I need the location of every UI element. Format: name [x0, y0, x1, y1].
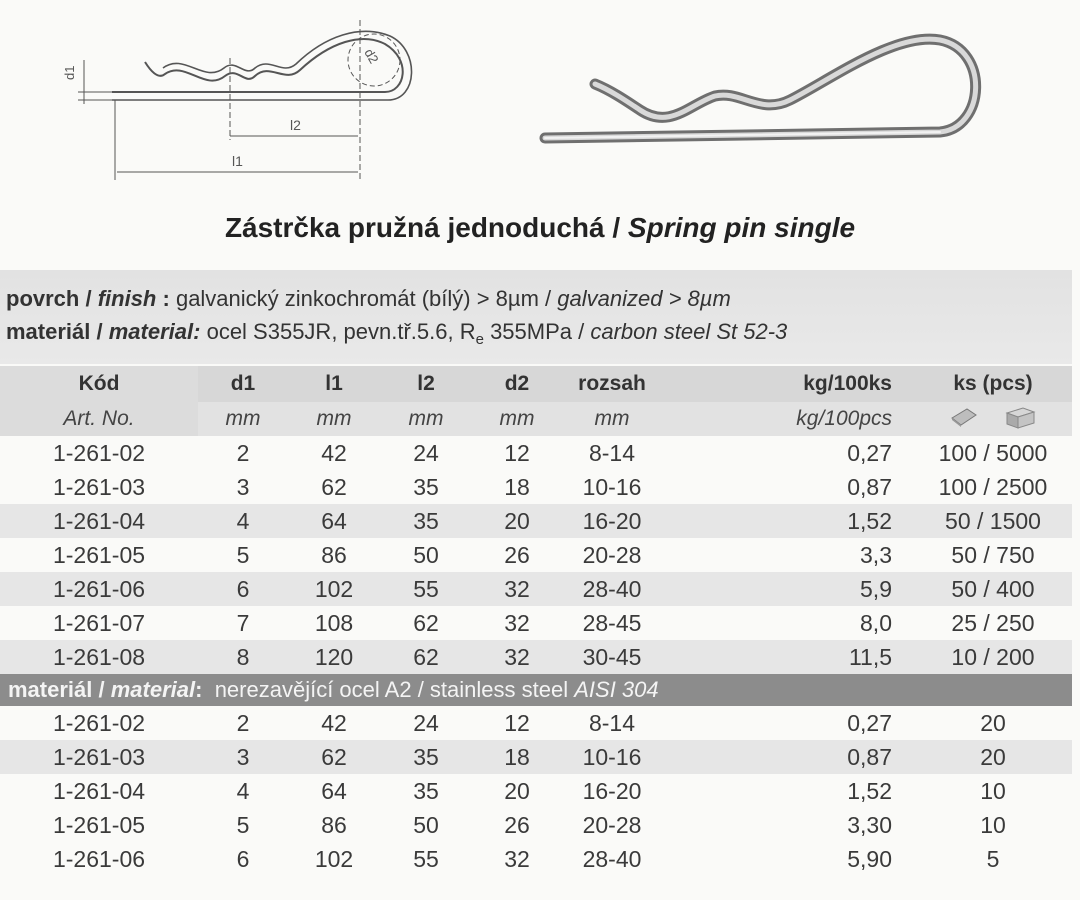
cell-blank [662, 606, 780, 640]
cell-l2: 35 [413, 777, 439, 804]
cell-l1: 102 [314, 845, 354, 872]
cell-range: 28-45 [582, 609, 642, 636]
header-l1: l1 [288, 366, 380, 402]
cell-code: 1-261-05 [52, 541, 146, 568]
material-line [6, 319, 787, 348]
section-label-en: material [110, 677, 196, 702]
table-row [0, 640, 1072, 674]
subheader-pcs [914, 402, 1072, 436]
cell-code: 1-261-06 [52, 845, 146, 872]
cell-weight: 1,52 [780, 504, 914, 538]
cell-range: 8-14 [588, 709, 636, 736]
title-italic: Spring pin single [627, 212, 856, 243]
cell-pcs: 20 [914, 740, 1072, 774]
cell-d1: 6 [236, 845, 250, 872]
cell-l2: 24 [413, 709, 439, 736]
cell-pcs: 20 [980, 709, 1006, 736]
cell-l2: 24 [413, 439, 439, 466]
cell-l1: 86 [321, 811, 347, 838]
cell-d2: 26 [504, 541, 530, 568]
cell-l1: 86 [321, 541, 347, 568]
cell-d2: 26 [504, 811, 530, 838]
cell-weight: 8,0 [860, 609, 892, 636]
header-code: Kód [0, 366, 198, 402]
table-row [0, 436, 1072, 470]
cell-code: 1-261-06 [0, 572, 198, 606]
cell-range: 28-40 [562, 572, 662, 606]
cell-code: 1-261-02 [52, 709, 146, 736]
cell-l1: 62 [288, 740, 380, 774]
cell-pcs: 100 / 2500 [938, 473, 1048, 500]
cell-pcs: 10 [980, 811, 1006, 838]
page-title [0, 212, 1080, 244]
cell-d1: 5 [236, 541, 250, 568]
table-row [0, 706, 1072, 740]
header-range: rozsah [562, 366, 662, 402]
cell-code: 1-261-04 [52, 777, 146, 804]
cell-d2: 12 [504, 709, 530, 736]
cell-range: 20-28 [582, 541, 642, 568]
cell-code: 1-261-03 [52, 473, 146, 500]
cell-blank [662, 808, 780, 842]
bag-icon [949, 406, 979, 428]
cell-pcs: 50 / 1500 [914, 504, 1072, 538]
subheader-weight: kg/100pcs [780, 402, 914, 436]
section-label-cz: materiál / [8, 677, 105, 702]
finish-line: povrch / finish : galvanický zinkochromát (bílý) > 8µm / galvanized > 8µm [6, 286, 731, 311]
drawings [0, 0, 1080, 200]
cell-pcs: 50 / 400 [914, 572, 1072, 606]
cell-blank [662, 436, 780, 470]
finish-value-en: galvanized > 8µm [557, 286, 731, 311]
material-value-sub: e [475, 331, 484, 348]
box-icon [1003, 405, 1037, 429]
cell-code: 1-261-04 [0, 504, 198, 538]
cell-l2: 62 [413, 609, 439, 636]
header-d2: d2 [472, 366, 562, 402]
cell-l1: 42 [321, 439, 347, 466]
subheader-range: mm [562, 402, 662, 436]
material-value-cz-a: ocel S355JR, pevn.tř.5.6, R [206, 319, 476, 344]
table-row [0, 470, 1072, 504]
cell-l2: 55 [413, 845, 439, 872]
finish-label-en: finish [97, 286, 157, 311]
cell-weight: 0,87 [847, 473, 892, 500]
cell-blank [662, 640, 780, 674]
cell-range: 20-28 [582, 811, 642, 838]
section-value-cz: nerezavějící ocel A2 / stainless steel [214, 677, 569, 702]
cell-weight: 3,30 [847, 811, 892, 838]
subheader-code: Art. No. [0, 402, 198, 436]
cell-l2: 55 [380, 572, 472, 606]
cell-d2: 20 [472, 504, 562, 538]
finish-value-cz: galvanický zinkochromát (bílý) > 8µm / [175, 286, 552, 311]
subheader-d2: mm [472, 402, 562, 436]
cell-code: 1-261-02 [52, 439, 146, 466]
cell-code: 1-261-03 [0, 740, 198, 774]
cell-d1: 2 [236, 709, 250, 736]
table-row [0, 842, 1072, 876]
header-row [0, 366, 1072, 402]
material-label-cz: materiál / [6, 319, 103, 344]
title-main: Zástrčka pružná jednoduchá / [224, 212, 621, 243]
diagram-label-d1: d1 [62, 65, 77, 80]
table-row [0, 504, 1072, 538]
cell-weight: 11,5 [780, 640, 914, 674]
cell-weight: 0,27 [847, 709, 892, 736]
cell-l2: 35 [413, 473, 439, 500]
cell-weight: 5,9 [780, 572, 914, 606]
specs-box [0, 270, 1072, 364]
material-label-en: material: [108, 319, 201, 344]
cell-code: 1-261-08 [0, 640, 198, 674]
subheader-blank [662, 402, 780, 436]
cell-pcs: 5 [986, 845, 1000, 872]
cell-l1: 120 [288, 640, 380, 674]
cell-d1: 4 [198, 504, 288, 538]
cell-d1: 6 [198, 572, 288, 606]
cell-code: 1-261-07 [52, 609, 146, 636]
table-row [0, 774, 1072, 808]
section-value-en: AISI 304 [574, 677, 659, 702]
cell-l2: 50 [413, 811, 439, 838]
material-value-en: carbon steel St 52-3 [590, 319, 788, 344]
subheader-l1: mm [288, 402, 380, 436]
cell-d2: 32 [504, 609, 530, 636]
cell-pcs: 100 / 5000 [938, 439, 1048, 466]
cell-range: 8-14 [588, 439, 636, 466]
cell-d1: 5 [236, 811, 250, 838]
header-l2: l2 [380, 366, 472, 402]
cell-d2: 32 [504, 845, 530, 872]
subheader-d1: mm [198, 402, 288, 436]
cell-range: 28-40 [582, 845, 642, 872]
diagram-label-l2: l2 [290, 117, 301, 133]
cell-pcs: 25 / 250 [951, 609, 1035, 636]
section-colon: : [195, 677, 203, 702]
cell-blank [662, 706, 780, 740]
cell-d2: 12 [504, 439, 530, 466]
header-d1: d1 [198, 366, 288, 402]
cell-l1: 64 [321, 777, 347, 804]
technical-drawing [78, 20, 412, 180]
cell-pcs: 50 / 750 [951, 541, 1035, 568]
header-weight: kg/100ks [780, 366, 914, 402]
cell-blank [662, 470, 780, 504]
cell-range: 10-16 [582, 473, 642, 500]
cell-l2: 50 [413, 541, 439, 568]
cell-range: 16-20 [582, 777, 642, 804]
cell-l2: 35 [380, 504, 472, 538]
header-blank [662, 366, 780, 402]
cell-l1: 42 [321, 709, 347, 736]
table-row [0, 606, 1072, 640]
cell-weight: 1,52 [847, 777, 892, 804]
cell-l1: 108 [314, 609, 354, 636]
subheader-l2: mm [380, 402, 472, 436]
cell-range: 30-45 [562, 640, 662, 674]
cell-blank [662, 504, 780, 538]
cell-d1: 8 [198, 640, 288, 674]
diagram-label-l1: l1 [232, 153, 243, 169]
cell-d2: 32 [472, 572, 562, 606]
table-row [0, 740, 1072, 774]
material-value-cz-b: 355MPa / [483, 319, 585, 344]
cell-blank [662, 740, 780, 774]
spec-table [0, 366, 1072, 876]
cell-l2: 35 [380, 740, 472, 774]
cell-range: 16-20 [562, 504, 662, 538]
cell-l1: 64 [288, 504, 380, 538]
cell-l1: 62 [321, 473, 347, 500]
cell-weight: 0,27 [847, 439, 892, 466]
cell-d1: 4 [236, 777, 250, 804]
section-label [0, 674, 1072, 706]
cell-d2: 32 [472, 640, 562, 674]
product-photo [545, 39, 976, 138]
cell-pcs: 10 [980, 777, 1006, 804]
cell-range: 10-16 [562, 740, 662, 774]
cell-weight: 3,3 [860, 541, 892, 568]
cell-l1: 102 [288, 572, 380, 606]
table-row [0, 572, 1072, 606]
cell-d2: 18 [504, 473, 530, 500]
cell-blank [662, 842, 780, 876]
table-row [0, 808, 1072, 842]
table-row [0, 538, 1072, 572]
cell-blank [662, 538, 780, 572]
cell-d1: 3 [236, 473, 250, 500]
cell-blank [662, 572, 780, 606]
cell-d2: 20 [504, 777, 530, 804]
cell-code: 1-261-05 [52, 811, 146, 838]
section-row-stainless [0, 674, 1072, 706]
cell-d1: 7 [236, 609, 250, 636]
cell-blank [662, 774, 780, 808]
subheader-row [0, 402, 1072, 436]
finish-label-cz: povrch / [6, 286, 92, 311]
cell-weight: 0,87 [780, 740, 914, 774]
cell-d1: 3 [198, 740, 288, 774]
cell-pcs: 10 / 200 [914, 640, 1072, 674]
header-pcs: ks (pcs) [914, 366, 1072, 402]
cell-l2: 62 [380, 640, 472, 674]
cell-d2: 18 [472, 740, 562, 774]
cell-weight: 5,90 [847, 845, 892, 872]
diagram-label-d2: d2 [361, 46, 382, 67]
cell-d1: 2 [236, 439, 250, 466]
